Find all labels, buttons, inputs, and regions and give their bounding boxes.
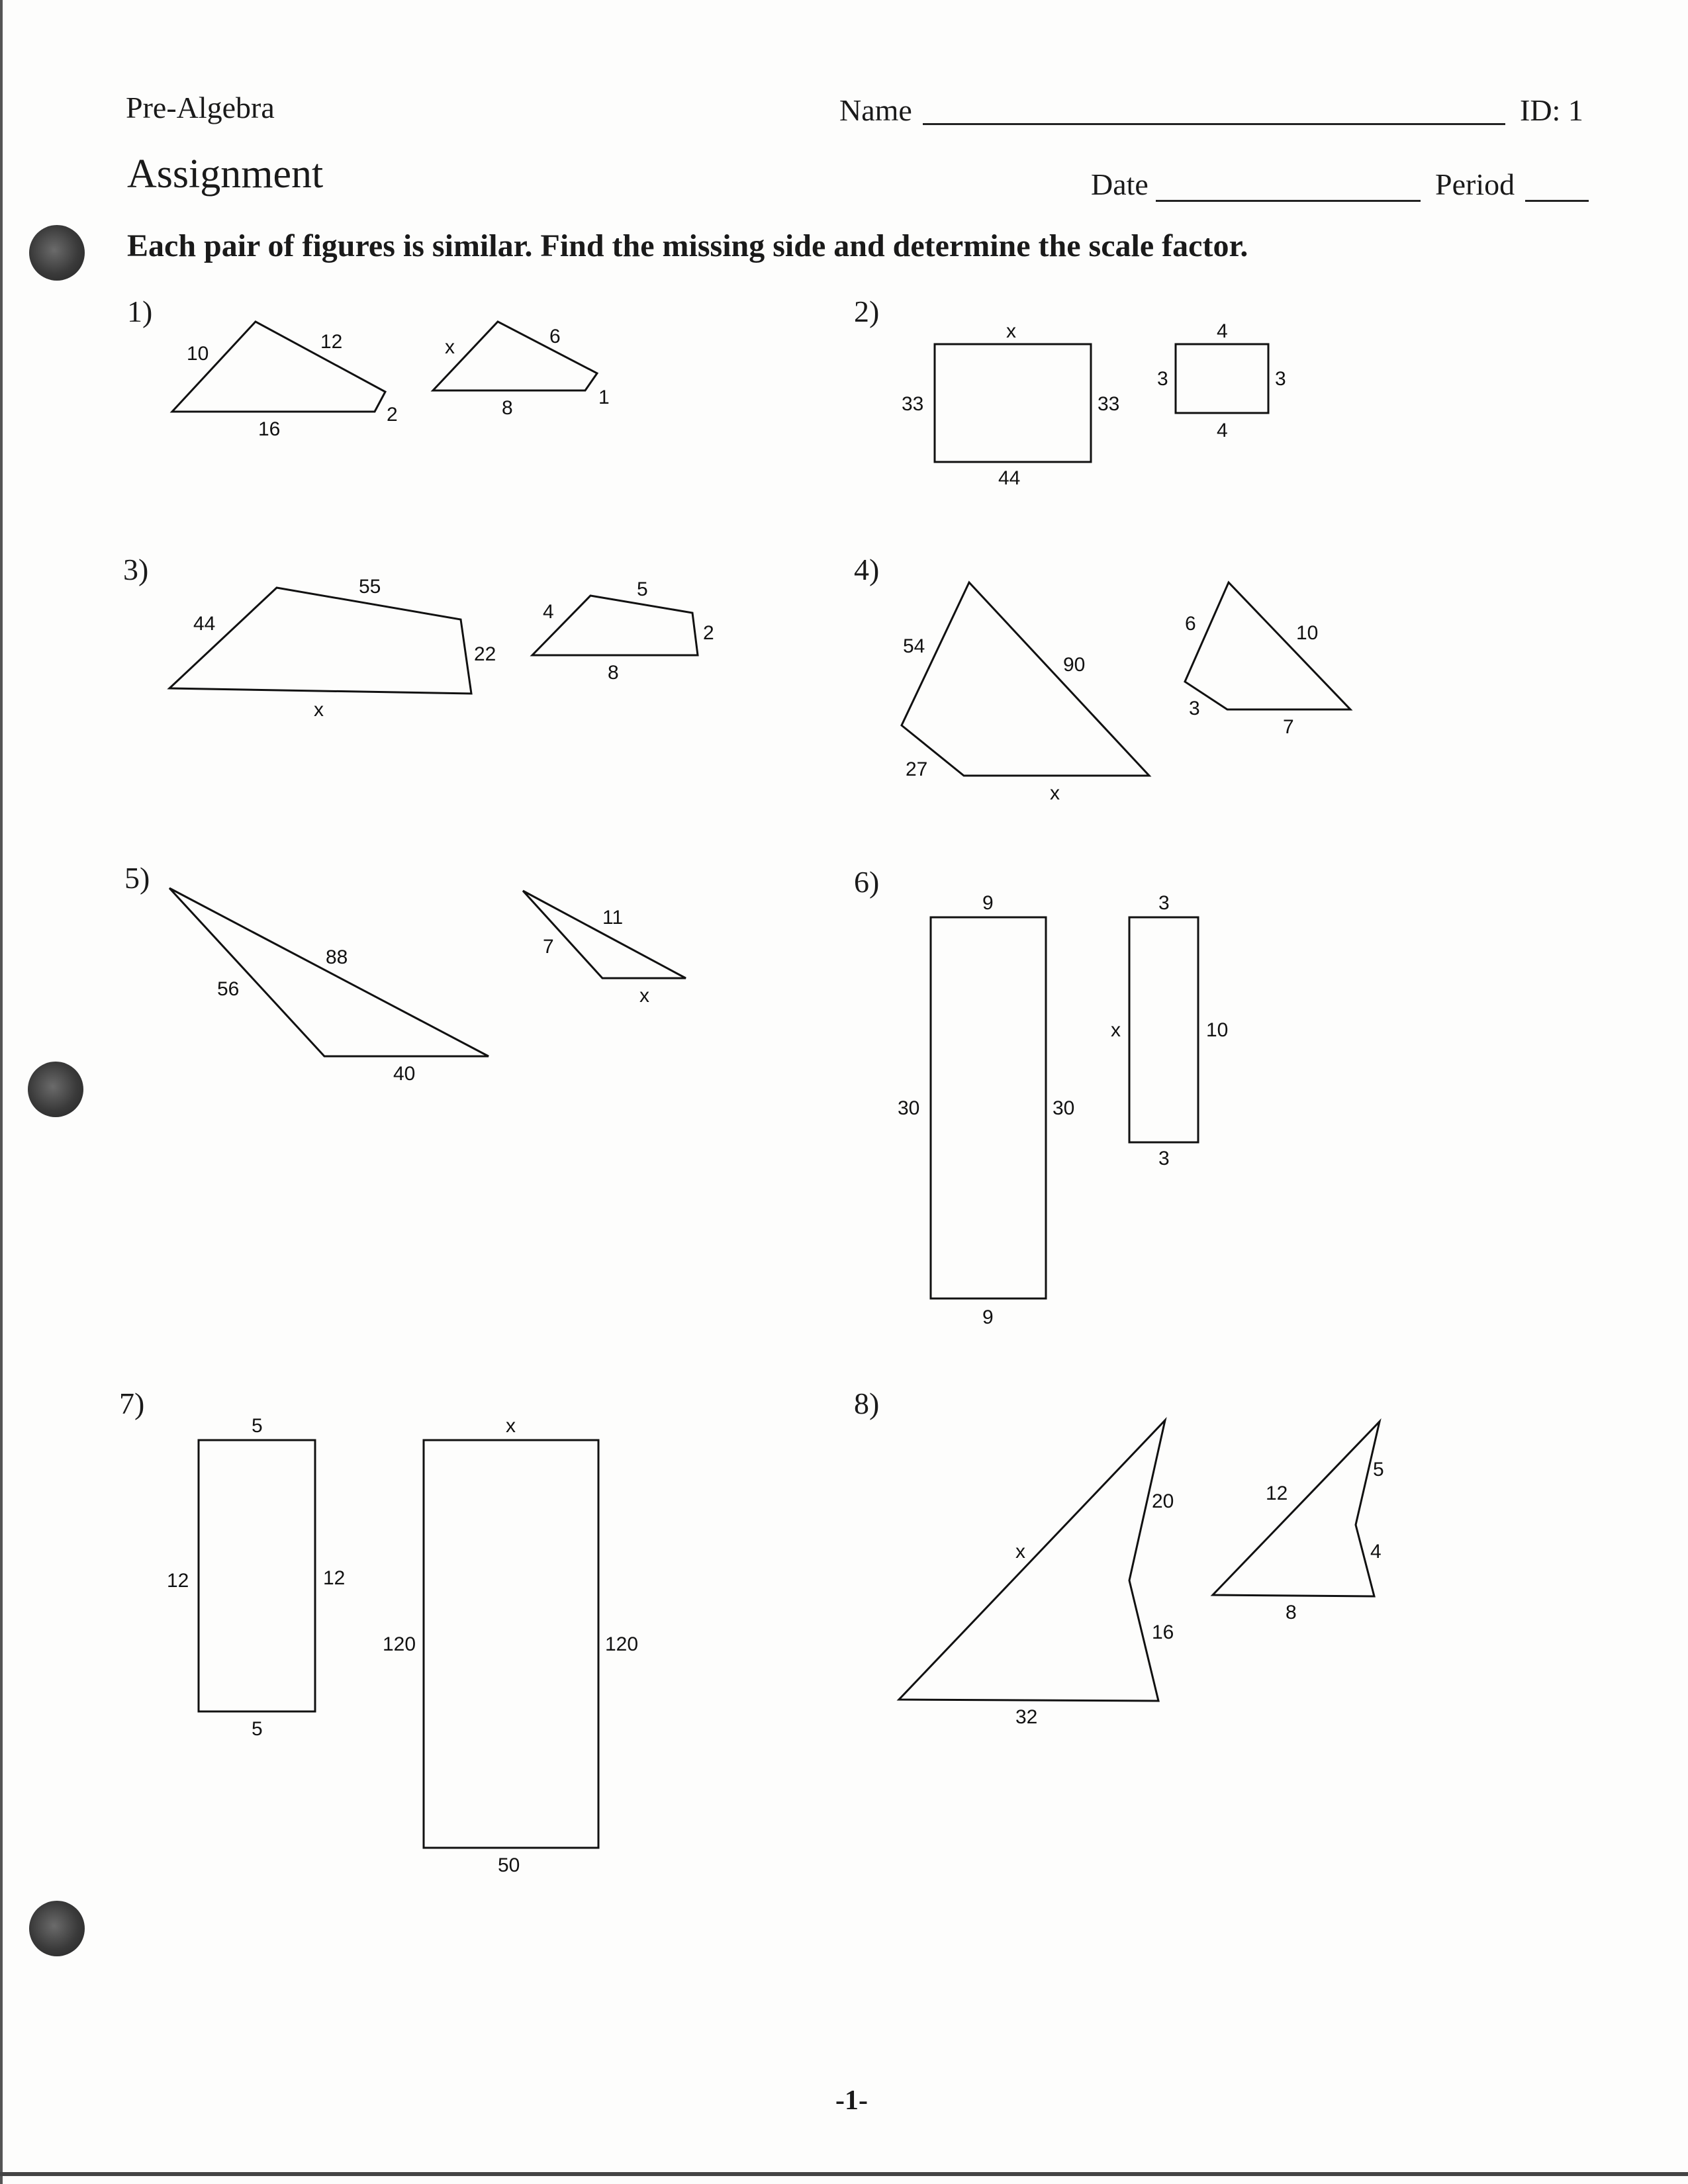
problem-1-label-6: 6: [549, 326, 561, 347]
problem-2-label-44: 44: [998, 467, 1021, 489]
problem-5-label-56: 56: [217, 978, 240, 1000]
problem-number-5: 5): [124, 861, 150, 895]
problem-3-label-44: 44: [193, 613, 216, 635]
problem-3-label-4: 4: [543, 601, 554, 623]
problem-7-small-rectangle: [199, 1440, 315, 1711]
problem-2-label-33-left: 33: [902, 393, 924, 415]
problem-3-figures: [169, 576, 714, 721]
problem-3-label-8: 8: [608, 662, 619, 684]
problem-5-small-triangle: [523, 891, 686, 978]
problem-6-label-x: x: [1111, 1019, 1121, 1041]
problem-7-label-120-right: 120: [605, 1633, 639, 1655]
problem-7-label-50: 50: [498, 1854, 520, 1876]
problem-6-label-9-top: 9: [982, 892, 994, 914]
problem-2-small-rectangle: [1176, 344, 1268, 413]
problem-8-large-quadrilateral: [899, 1420, 1165, 1701]
problem-4-small-quadrilateral: [1185, 582, 1350, 709]
problem-5-label-7: 7: [543, 936, 554, 958]
problem-2-label-33-right: 33: [1098, 393, 1120, 415]
id-label: ID: 1: [1520, 93, 1583, 127]
problem-number-3: 3): [123, 553, 149, 586]
problem-1-label-2: 2: [387, 404, 398, 426]
problem-6-large-rectangle: [931, 917, 1046, 1298]
problem-3-large-quadrilateral: [169, 588, 471, 694]
problem-1-figures: [172, 322, 610, 440]
problem-number-8: 8): [854, 1387, 880, 1420]
problem-7-label-120-left: 120: [383, 1633, 416, 1655]
problem-1-label-8: 8: [502, 397, 513, 419]
problem-8-figures: [899, 1420, 1384, 1728]
problem-7-label-12-right: 12: [323, 1567, 346, 1589]
problem-8-label-8: 8: [1286, 1602, 1297, 1623]
problem-3-small-quadrilateral: [532, 596, 698, 655]
problem-5-label-88: 88: [326, 946, 348, 968]
problem-5-label-40: 40: [393, 1063, 416, 1085]
problem-7-label-x: x: [506, 1415, 516, 1437]
problem-7-large-rectangle: [424, 1440, 598, 1848]
problem-number-4: 4): [854, 553, 880, 586]
page-number: -1-: [835, 2085, 868, 2116]
problem-5-figures: [169, 888, 686, 1085]
problem-6-label-30-left: 30: [898, 1097, 920, 1119]
problem-1-label-x: x: [445, 336, 455, 358]
problem-1-label-12: 12: [320, 331, 343, 353]
problem-1-label-10: 10: [187, 343, 209, 365]
page-title: Assignment: [127, 152, 324, 197]
problem-8-label-x: x: [1015, 1541, 1025, 1563]
problem-8-label-4: 4: [1370, 1541, 1382, 1563]
problem-number-1: 1): [127, 295, 153, 328]
course-name: Pre-Algebra: [126, 91, 275, 124]
problem-4-label-90: 90: [1063, 654, 1086, 676]
problem-4-label-54: 54: [903, 635, 925, 657]
problem-6-label-30-right: 30: [1053, 1097, 1075, 1119]
problem-7-label-5-bottom: 5: [252, 1718, 263, 1740]
problem-7-label-5-top: 5: [252, 1415, 263, 1437]
problem-3-label-x: x: [314, 699, 324, 721]
problem-2-label-3-left: 3: [1157, 368, 1168, 390]
problem-1-large-triangle: [172, 322, 385, 412]
problem-6-label-10: 10: [1206, 1019, 1229, 1041]
problem-4-label-x: x: [1050, 782, 1060, 804]
problem-8-label-5: 5: [1373, 1459, 1384, 1480]
problem-6-figures: [898, 892, 1228, 1328]
problem-6-small-rectangle: [1129, 917, 1198, 1142]
problem-3-label-5: 5: [637, 578, 648, 600]
problem-4-label-7: 7: [1283, 716, 1294, 738]
problem-6-label-3-bottom: 3: [1158, 1148, 1170, 1169]
problem-4-label-10: 10: [1296, 622, 1319, 644]
name-label: Name: [839, 93, 912, 127]
problem-8-label-12: 12: [1266, 1482, 1288, 1504]
problem-number-7: 7): [119, 1387, 145, 1420]
problem-2-label-4-top: 4: [1217, 320, 1228, 342]
problem-8-label-20: 20: [1152, 1490, 1174, 1512]
problem-1-label-1: 1: [598, 387, 610, 408]
problem-5-label-11: 11: [602, 907, 624, 929]
problem-number-2: 2): [854, 295, 880, 328]
problem-2-large-rectangle: [935, 344, 1091, 462]
problem-7-figures: [167, 1415, 638, 1876]
problem-8-label-16: 16: [1152, 1621, 1174, 1643]
problem-2-figures: [902, 320, 1286, 489]
problem-1-label-16: 16: [258, 418, 281, 440]
problem-4-label-27: 27: [906, 758, 928, 780]
problem-5-large-triangle: [169, 888, 489, 1056]
problem-4-figures: [902, 582, 1350, 804]
problem-8-small-quadrilateral: [1213, 1422, 1380, 1596]
problem-4-large-quadrilateral: [902, 582, 1149, 776]
problem-2-label-4-bottom: 4: [1217, 420, 1228, 441]
problem-4-label-3: 3: [1189, 698, 1200, 719]
problem-number-6: 6): [854, 865, 880, 899]
problem-2-label-x: x: [1006, 320, 1016, 342]
problem-6-label-3-top: 3: [1158, 892, 1170, 914]
problem-3-label-55: 55: [359, 576, 381, 598]
problem-1-small-triangle: [433, 322, 597, 390]
problem-3-label-22: 22: [474, 643, 496, 665]
problem-4-label-6: 6: [1185, 613, 1196, 635]
instructions: Each pair of figures is similar. Find the missing side and determine the scale factor.: [127, 228, 1248, 263]
period-label: Period: [1435, 167, 1515, 201]
date-label: Date: [1091, 167, 1149, 201]
problem-2-label-3-right: 3: [1275, 368, 1286, 390]
problem-7-label-12-left: 12: [167, 1570, 189, 1592]
problem-3-label-2: 2: [703, 622, 714, 644]
problem-5-label-x: x: [639, 985, 649, 1007]
problem-8-label-32: 32: [1015, 1706, 1038, 1728]
problem-6-label-9-bottom: 9: [982, 1306, 994, 1328]
